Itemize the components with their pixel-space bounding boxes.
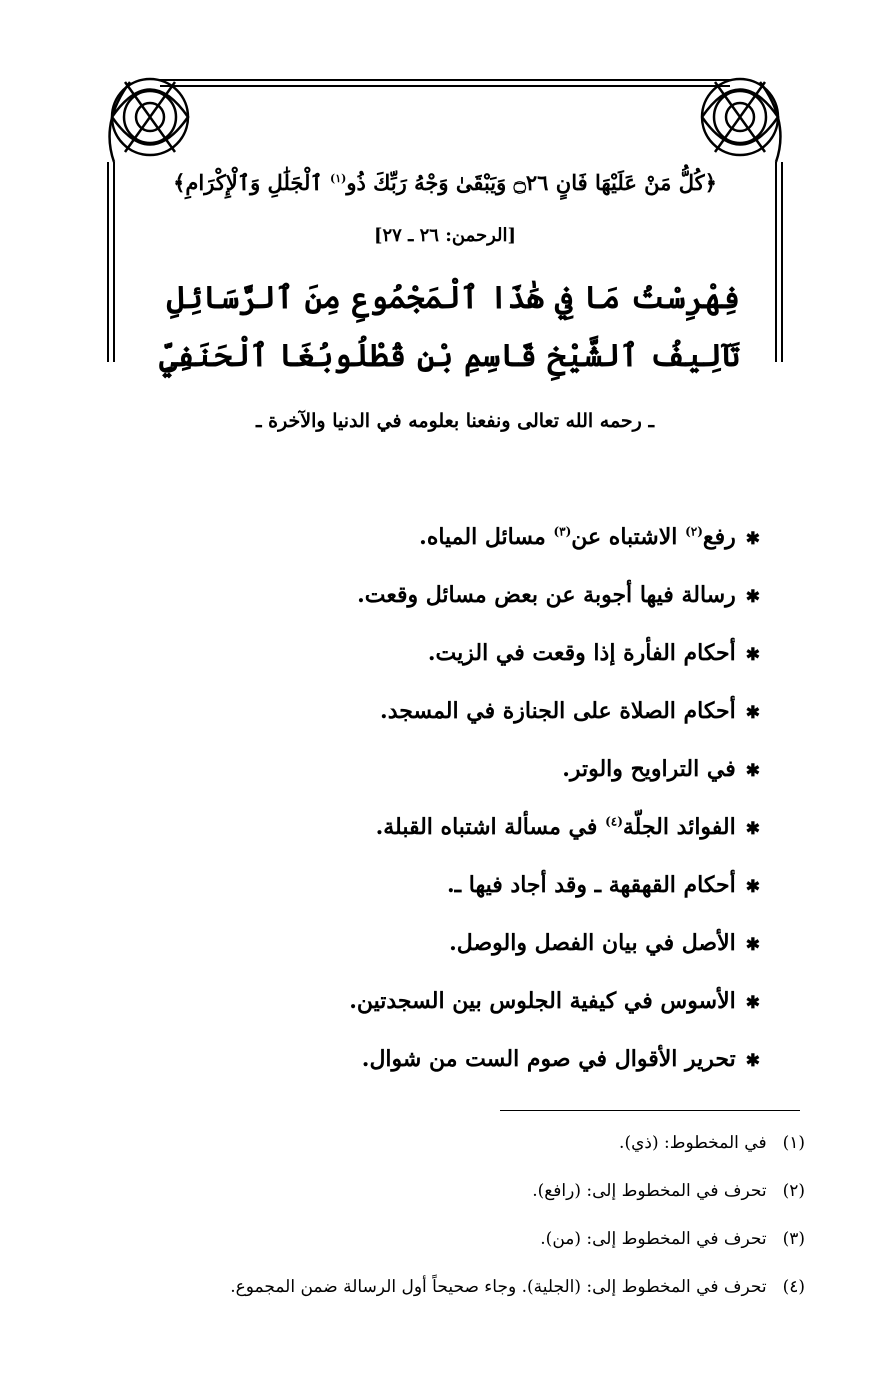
quran-verse bbox=[130, 170, 760, 210]
list-item bbox=[160, 805, 760, 863]
item-text: أحكام الصلاة على الجنازة في المسجد. bbox=[380, 698, 736, 724]
title-line-1: فِهْرِسْتُ مَا فِي هَٰذَا ٱلْمَجْمُوعِ مِنَ ٱلرَّسَائِلِ bbox=[166, 280, 740, 316]
item-text-end: في مسألة اشتباه القبلة. bbox=[375, 814, 606, 840]
star-bullet-icon: ✱ bbox=[745, 587, 760, 607]
item-text: أحكام الفأرة إذا وقعت في الزيت. bbox=[427, 640, 736, 666]
footnote-text: تحرف في المخطوط إلى: (الجلية). وجاء صحيحاً أول الرسالة ضمن المجموع. bbox=[230, 1277, 767, 1297]
list-item bbox=[160, 689, 760, 747]
list-item bbox=[160, 573, 760, 631]
corner-knot-left-icon bbox=[110, 79, 188, 162]
item-text: رسالة فيها أجوبة عن بعض مسائل وقعت. bbox=[357, 582, 736, 608]
footnote-number: (٣) bbox=[782, 1229, 805, 1249]
star-bullet-icon: ✱ bbox=[745, 761, 760, 781]
list-item bbox=[160, 631, 760, 689]
footnote-number: (٤) bbox=[782, 1277, 805, 1297]
item-text-end: مسائل المياه. bbox=[419, 524, 554, 550]
star-bullet-icon: ✱ bbox=[745, 877, 760, 897]
star-bullet-icon: ✱ bbox=[745, 993, 760, 1013]
star-bullet-icon: ✱ bbox=[745, 819, 760, 839]
list-item bbox=[160, 1037, 760, 1095]
star-bullet-icon: ✱ bbox=[745, 529, 760, 549]
list-item bbox=[160, 863, 760, 921]
footnote bbox=[100, 1269, 805, 1317]
contents-list bbox=[160, 515, 760, 1095]
star-bullet-icon: ✱ bbox=[745, 703, 760, 723]
footnote-marker: (٢) bbox=[685, 524, 703, 539]
footnote-text: في المخطوط: (ذي). bbox=[619, 1133, 767, 1153]
footnote-divider bbox=[500, 1110, 800, 1111]
subtitle: ـ رحمه الله تعالى ونفعنا بعلومه في الدنيا والآخرة ـ bbox=[255, 410, 655, 432]
star-bullet-icon: ✱ bbox=[745, 1051, 760, 1071]
footnote-text: تحرف في المخطوط إلى: (رافع). bbox=[532, 1181, 767, 1201]
footnote bbox=[100, 1173, 805, 1221]
footnote-number: (٢) bbox=[782, 1181, 805, 1201]
footnote-marker: (٤) bbox=[605, 814, 623, 829]
verse-footnote-marker: (١) bbox=[329, 172, 347, 185]
list-item bbox=[160, 515, 760, 573]
item-text: أحكام القهقهة ـ وقد أجاد فيها ـ. bbox=[447, 872, 736, 898]
item-text: الأصل في بيان الفصل والوصل. bbox=[449, 930, 736, 956]
footnotes bbox=[100, 1125, 805, 1317]
item-text-middle: الاشتباه عن bbox=[571, 524, 686, 550]
title-line-2: تَآلِيفُ ٱلشَّيْخِ قَاسِمِ بْنِ قُطْلُوبُغَا ٱلْحَنَفِيِّ bbox=[159, 338, 740, 374]
list-item bbox=[160, 747, 760, 805]
star-bullet-icon: ✱ bbox=[745, 645, 760, 665]
footnote bbox=[100, 1125, 805, 1173]
star-bullet-icon: ✱ bbox=[745, 935, 760, 955]
footnote bbox=[100, 1221, 805, 1269]
verse-part-b: ٱلْجَلَٰلِ وَٱلْإِكْرَامِ﴾ bbox=[173, 170, 323, 195]
verse-part-a: ﴿كُلُّ مَنْ عَلَيْهَا فَانٍ ۝٢٦ وَيَبْقَىٰ وَجْهُ رَبِّكَ ذُو bbox=[346, 170, 717, 195]
verse-reference: [الرحمن: ٢٦ ـ ٢٧] bbox=[373, 225, 517, 246]
item-text: الأسوس في كيفية الجلوس بين السجدتين. bbox=[349, 988, 736, 1014]
list-item bbox=[160, 979, 760, 1037]
item-text-start: الفوائد الجلّة bbox=[622, 814, 736, 840]
footnote-number: (١) bbox=[782, 1133, 805, 1153]
footnote-text: تحرف في المخطوط إلى: (من). bbox=[540, 1229, 767, 1249]
list-item bbox=[160, 921, 760, 979]
item-text: تحرير الأقوال في صوم الست من شوال. bbox=[361, 1046, 736, 1072]
corner-knot-right-icon bbox=[702, 79, 780, 162]
item-text-start: رفع bbox=[702, 524, 736, 550]
footnote-marker: (٣) bbox=[553, 524, 572, 539]
item-text: في التراويح والوتر. bbox=[562, 756, 736, 782]
